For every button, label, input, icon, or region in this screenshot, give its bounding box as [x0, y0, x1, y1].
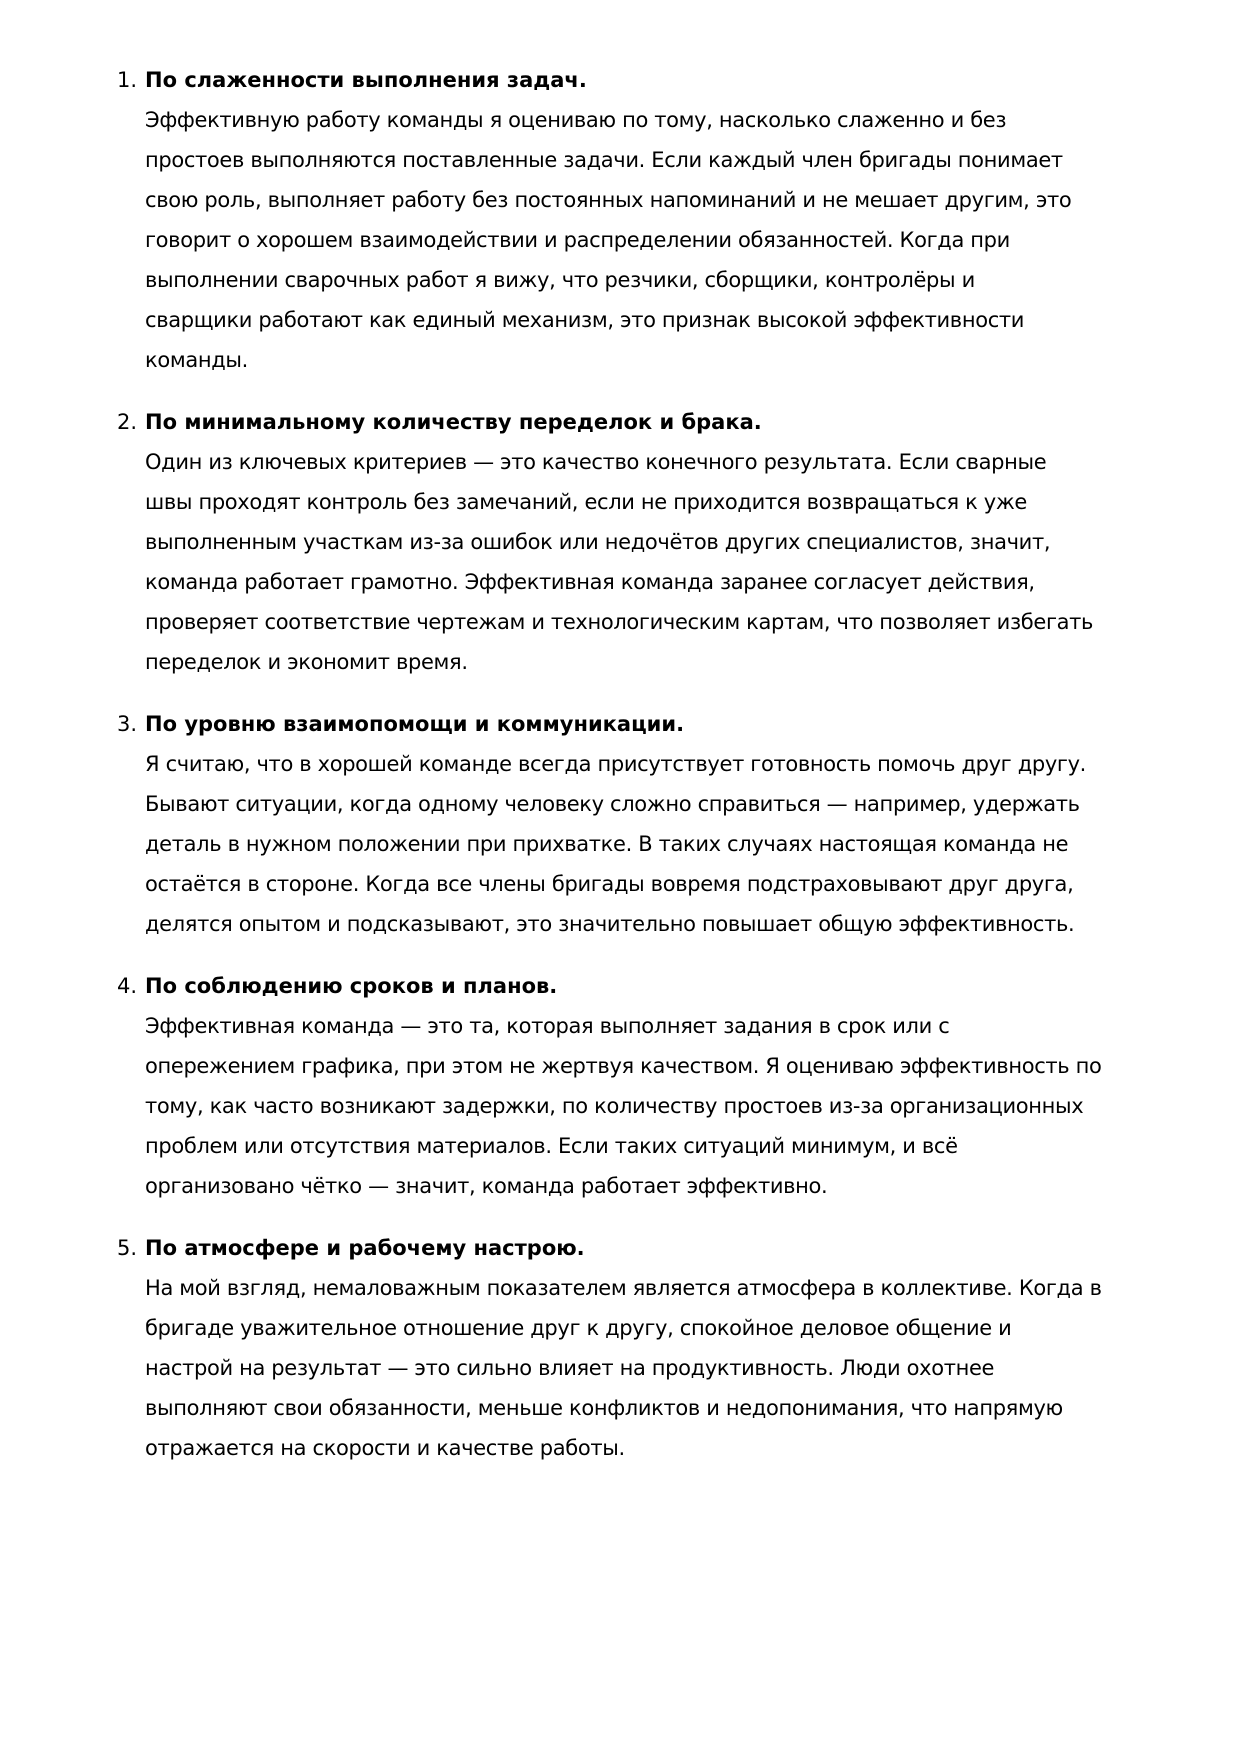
- list-item: [117, 402, 1167, 682]
- list-item-number: 3.: [117, 712, 138, 736]
- list-item-heading: По атмосфере и рабочему настрою.: [145, 1236, 585, 1260]
- list-item-number: 1.: [117, 68, 138, 92]
- list-item-heading: По слаженности выполнения задач.: [145, 68, 587, 92]
- list-item-text-line: проверяет соответствие чертежам и технологическим картам, что позволяет избегать: [145, 610, 1094, 634]
- list-item: [117, 60, 1167, 380]
- list-item-text-line: делятся опытом и подсказывают, это значительно повышает общую эффективность.: [145, 912, 1075, 936]
- list-item-text-line: команды.: [145, 348, 248, 372]
- list-item-text-line: говорит о хорошем взаимодействии и распределении обязанностей. Когда при: [145, 228, 1010, 252]
- list-item-text-line: переделок и экономит время.: [145, 650, 468, 674]
- list-item-text-line: организовано чётко — значит, команда работает эффективно.: [145, 1174, 828, 1198]
- list-item-text-line: настрой на результат — это сильно влияет на продуктивность. Люди охотнее: [145, 1356, 995, 1380]
- list-item-text-line: команда работает грамотно. Эффективная команда заранее согласует действия,: [145, 570, 1035, 594]
- list-item-text-line: выполняют свои обязанности, меньше конфликтов и недопонимания, что напрямую: [145, 1396, 1063, 1420]
- list-item-text-line: Эффективную работу команды я оцениваю по тому, насколько слаженно и без: [145, 108, 1007, 132]
- list-item-text-line: остаётся в стороне. Когда все члены бригады вовремя подстраховывают друг друга,: [145, 872, 1074, 896]
- list-item-text-line: свою роль, выполняет работу без постоянных напоминаний и не мешает другим, это: [145, 188, 1072, 212]
- numbered-list: [117, 60, 1167, 1490]
- list-item-text-line: выполненным участкам из-за ошибок или недочётов других специалистов, значит,: [145, 530, 1051, 554]
- list-item-text-line: отражается на скорости и качестве работы.: [145, 1436, 625, 1460]
- list-item-text-line: швы проходят контроль без замечаний, если не приходится возвращаться к уже: [145, 490, 1027, 514]
- list-item: [117, 1228, 1167, 1468]
- list-item-text-line: На мой взгляд, немаловажным показателем является атмосфера в коллективе. Когда в: [145, 1276, 1102, 1300]
- list-item-text-line: сварщики работают как единый механизм, это признак высокой эффективности: [145, 308, 1025, 332]
- list-item-heading: По уровню взаимопомощи и коммуникации.: [145, 712, 685, 736]
- list-item: [117, 704, 1167, 944]
- list-item-text-line: деталь в нужном положении при прихватке. В таких случаях настоящая команда не: [145, 832, 1069, 856]
- list-item-text-line: опережением графика, при этом не жертвуя качеством. Я оцениваю эффективность по: [145, 1054, 1102, 1078]
- list-item-text-line: простоев выполняются поставленные задачи. Если каждый член бригады понимает: [145, 148, 1063, 172]
- list-item-text-line: тому, как часто возникают задержки, по количеству простоев из-за организационных: [145, 1094, 1084, 1118]
- list-item-text-line: Бывают ситуации, когда одному человеку сложно справиться — например, удержать: [145, 792, 1080, 816]
- list-item-text-line: Эффективная команда — это та, которая выполняет задания в срок или с: [145, 1014, 950, 1038]
- list-item-number: 2.: [117, 410, 138, 434]
- list-item-heading: По минимальному количеству переделок и брака.: [145, 410, 762, 434]
- list-item-heading: По соблюдению сроков и планов.: [145, 974, 558, 998]
- list-item-number: 5.: [117, 1236, 138, 1260]
- list-item-text-line: Один из ключевых критериев — это качество конечного результата. Если сварные: [145, 450, 1047, 474]
- list-item-text-line: проблем или отсутствия материалов. Если таких ситуаций минимум, и всё: [145, 1134, 958, 1158]
- list-item-number: 4.: [117, 974, 138, 998]
- list-item-text-line: Я считаю, что в хорошей команде всегда присутствует готовность помочь друг другу.: [145, 752, 1087, 776]
- list-item-text-line: выполнении сварочных работ я вижу, что резчики, сборщики, контролёры и: [145, 268, 975, 292]
- list-item: [117, 966, 1167, 1206]
- list-item-text-line: бригаде уважительное отношение друг к другу, спокойное деловое общение и: [145, 1316, 1012, 1340]
